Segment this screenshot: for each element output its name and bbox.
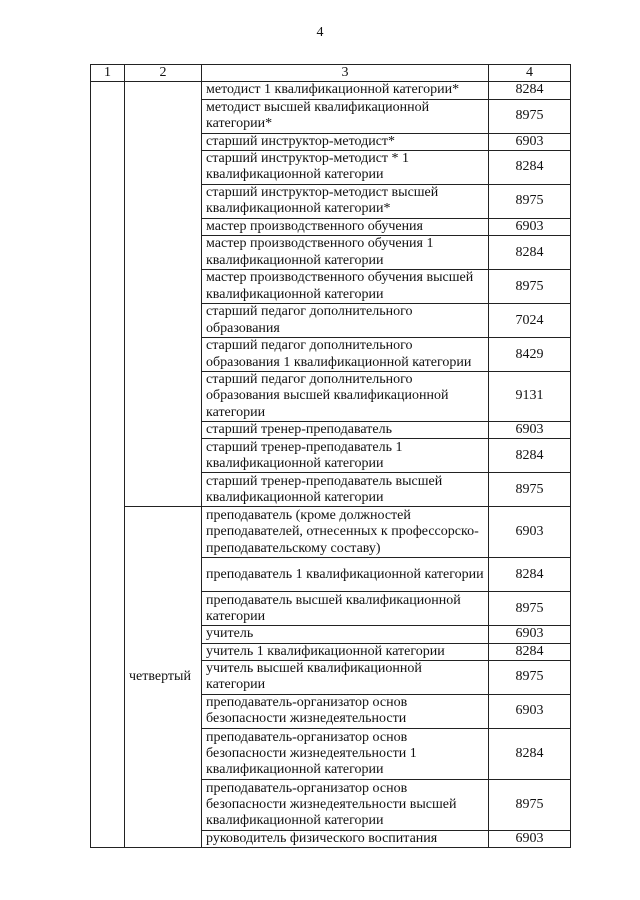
position-name: преподаватель 1 квалификационной категории (202, 558, 489, 592)
position-name: старший инструктор-методист * 1 квалификационной категории (202, 150, 489, 184)
position-name: преподаватель-организатор основ безопасности жизнедеятельности (202, 694, 489, 728)
position-name: старший педагог дополнительного образования 1 квалификационной категории (202, 338, 489, 372)
position-name: старший педагог дополнительного образования (202, 304, 489, 338)
position-name: преподаватель-организатор основ безопасности жизнедеятельности 1 квалификационной категории (202, 728, 489, 779)
col-1-cell (91, 82, 125, 848)
salary-value: 6903 (489, 422, 571, 439)
position-name: старший тренер-преподаватель (202, 422, 489, 439)
salary-value: 6903 (489, 133, 571, 150)
col-2-cell (125, 82, 202, 507)
salary-value: 7024 (489, 304, 571, 338)
position-name: методист 1 квалификационной категории* (202, 82, 489, 99)
position-name: преподаватель-организатор основ безопасности жизнедеятельности высшей квалификационной категории (202, 779, 489, 830)
salary-value: 8975 (489, 592, 571, 626)
salary-value: 6903 (489, 830, 571, 847)
position-name: преподаватель (кроме должностей преподавателей, отнесенных к профессорско-преподавательскому составу) (202, 507, 489, 558)
position-name: преподаватель высшей квалификационной категории (202, 592, 489, 626)
salary-value: 8284 (489, 236, 571, 270)
position-name: учитель 1 квалификационной категории (202, 643, 489, 660)
salary-value: 8284 (489, 728, 571, 779)
group-label: четвертый (125, 507, 202, 848)
position-name: старший тренер-преподаватель 1 квалификационной категории (202, 439, 489, 473)
salary-value: 8975 (489, 270, 571, 304)
salary-value: 8975 (489, 184, 571, 218)
header-col-1: 1 (91, 65, 125, 82)
position-name: старший инструктор-методист* (202, 133, 489, 150)
salary-value: 9131 (489, 372, 571, 422)
position-name: учитель высшей квалификационной категории (202, 660, 489, 694)
position-name: мастер производственного обучения 1 квалификационной категории (202, 236, 489, 270)
table-row (91, 82, 571, 99)
salary-value: 8284 (489, 82, 571, 99)
table-row (91, 507, 571, 558)
salary-value: 6903 (489, 626, 571, 643)
position-name: мастер производственного обучения высшей квалификационной категории (202, 270, 489, 304)
salary-value: 6903 (489, 507, 571, 558)
position-name: старший педагог дополнительного образования высшей квалификационной категории (202, 372, 489, 422)
position-name: мастер производственного обучения (202, 218, 489, 235)
salary-value: 8284 (489, 558, 571, 592)
salary-value: 8975 (489, 99, 571, 133)
salary-value: 8284 (489, 643, 571, 660)
salary-value: 8429 (489, 338, 571, 372)
header-col-4: 4 (489, 65, 571, 82)
position-name: методист высшей квалификационной категории* (202, 99, 489, 133)
salary-value: 8975 (489, 473, 571, 507)
salary-table (90, 64, 571, 848)
salary-value: 8975 (489, 779, 571, 830)
position-name: учитель (202, 626, 489, 643)
salary-value: 8975 (489, 660, 571, 694)
salary-value: 6903 (489, 694, 571, 728)
position-name: руководитель физического воспитания (202, 830, 489, 847)
salary-value: 6903 (489, 218, 571, 235)
page-number: 4 (316, 25, 324, 40)
salary-value: 8284 (489, 439, 571, 473)
header-col-3: 3 (202, 65, 489, 82)
position-name: старший инструктор-методист высшей квалификационной категории* (202, 184, 489, 218)
salary-value: 8284 (489, 150, 571, 184)
position-name: старший тренер-преподаватель высшей квалификационной категории (202, 473, 489, 507)
header-row (91, 65, 571, 82)
header-col-2: 2 (125, 65, 202, 82)
